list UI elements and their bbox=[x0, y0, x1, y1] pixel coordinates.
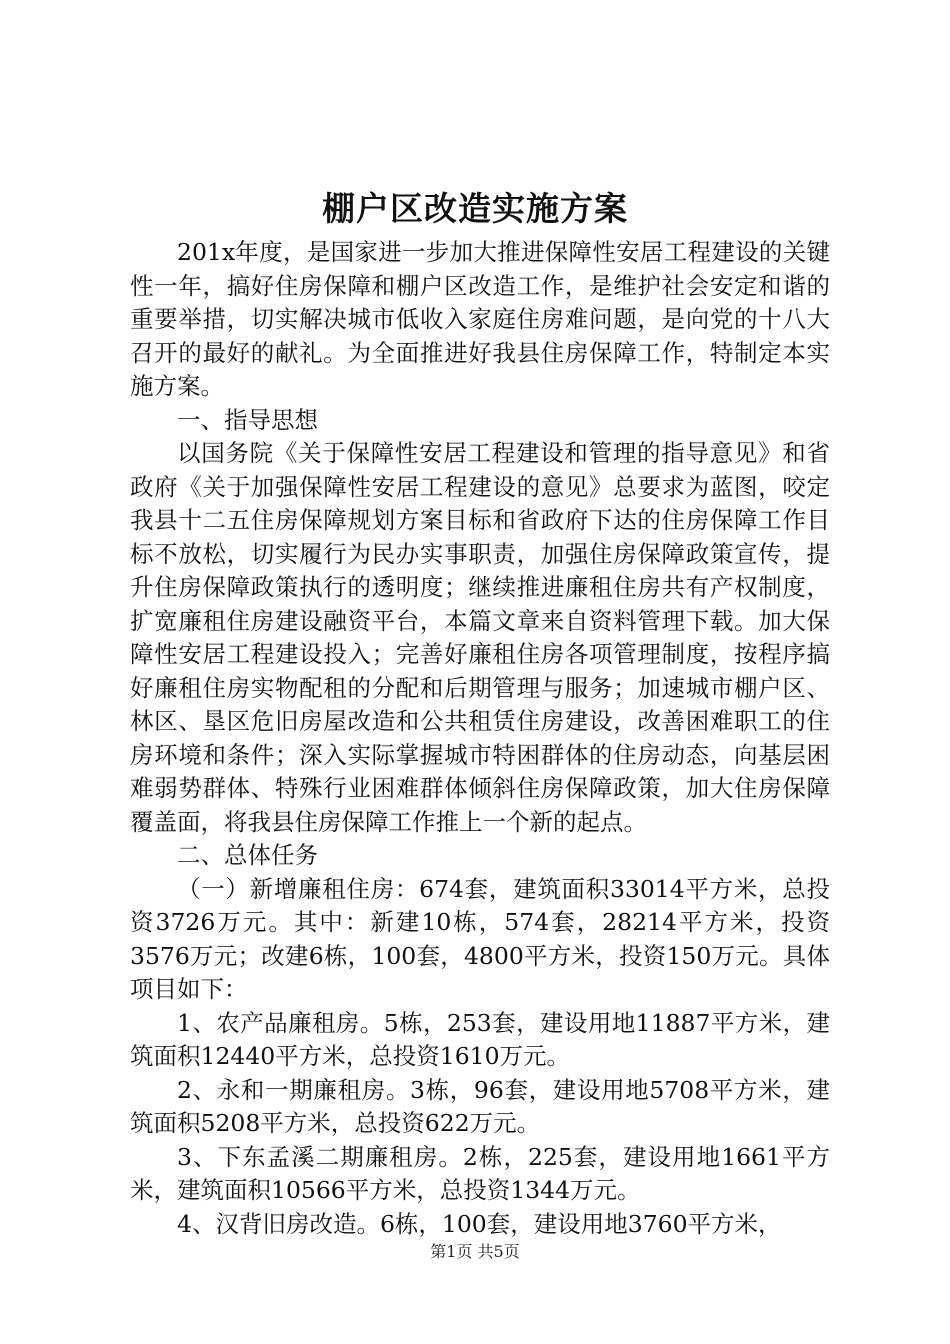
section-heading-overall-tasks: 二、总体任务 bbox=[177, 841, 318, 869]
page-footer: 第1页 共5页 bbox=[430, 1242, 520, 1261]
new-lowrent-housing-paragraph: （一）新增廉租住房：674套，建筑面积33014平方米，总投资3726万元。其中：新建10栋，574套，28214平方米，投资3576万元；改建6栋，100套，4800平方米，投资150万元。具体项目如下： bbox=[130, 874, 830, 1003]
document-title: 棚户区改造实施方案 bbox=[322, 189, 628, 228]
project-item-2: 2、永和一期廉租房。3栋，96套，建设用地5708平方米，建筑面积5208平方米，总投资622万元。 bbox=[130, 1075, 830, 1137]
project-item-1: 1、农产品廉租房。5栋，253套，建设用地11887平方米，建筑面积12440平方米，总投资1610万元。 bbox=[130, 1008, 830, 1070]
section-heading-guiding-ideology: 一、指导思想 bbox=[177, 405, 318, 434]
intro-paragraph: 201x年度，是国家进一步加大推进保障性安居工程建设的关键性一年，搞好住房保障和棚户区改造工作，是维护社会安定和谐的重要举措，切实解决城市低收入家庭住房难问题，是向党的十八大召开的最好的献礼。为全面推进好我县住房保障工作，特制定本实施方案。 bbox=[130, 238, 830, 400]
project-item-3: 3、下东孟溪二期廉租房。2栋，225套，建设用地1661平方米，建筑面积10566平方米，总投资1344万元。 bbox=[130, 1142, 830, 1204]
guiding-ideology-paragraph: 以国务院《关于保障性安居工程建设和管理的指导意见》和省政府《关于加强保障性安居工程建设的意见》总要求为蓝图，咬定我县十二五住房保障规划方案目标和省政府下达的住房保障工作目标不放松，切实履行为民办实事职责，加强住房保障政策宣传，提升住房保障政策执行的透明度；继续推进廉租住房共有产权制度，扩宽廉租住房建设融资平台，本篇文章来自资料管理下载。加大保障性安居工程建设投入；完善好廉租住房各项管理制度，按程序搞好廉租住房实物配租的分配和后期管理与服务；加速城市棚户区、林区、垦区危旧房屋改造和公共租赁住房建设，改善困难职工的住房环境和条件；深入实际掌握城市特困群体的住房动态，向基层困难弱势群体、特殊行业困难群体倾斜住房保障政策，加大住房保障覆盖面，将我县住房保障工作推上一个新的起点。 bbox=[130, 439, 830, 836]
project-item-4: 4、汉背旧房改造。6栋，100套，建设用地3760平方米， bbox=[177, 1209, 782, 1238]
document-body bbox=[130, 236, 830, 1241]
